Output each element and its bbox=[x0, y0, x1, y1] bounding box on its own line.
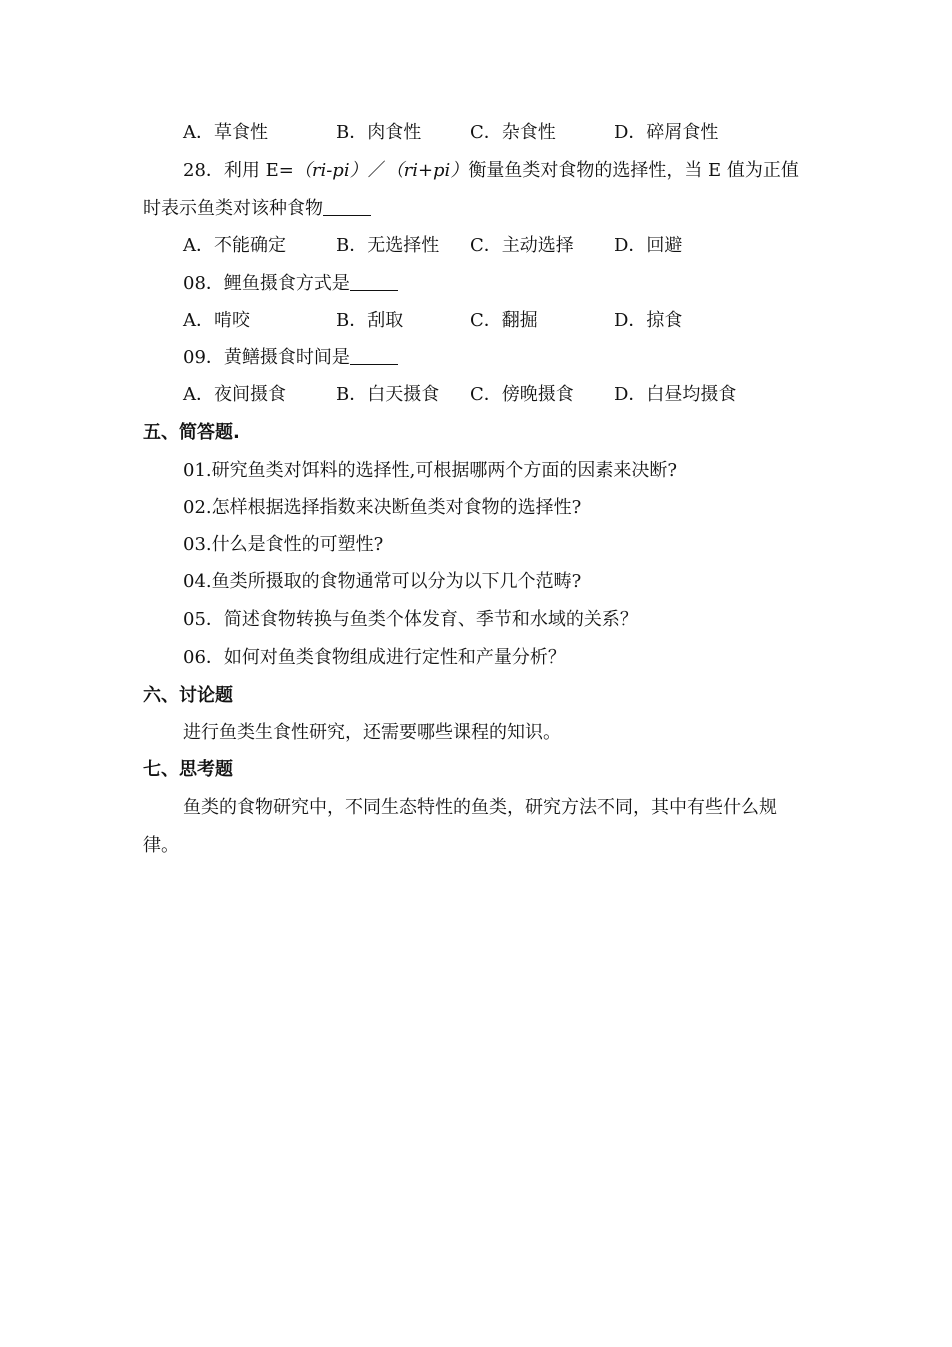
q09-options bbox=[183, 383, 783, 407]
option-a: A．夜间摄食 bbox=[183, 384, 286, 405]
option-b: B．白天摄食 bbox=[336, 384, 440, 405]
formula-part: （ri+pi） bbox=[385, 160, 469, 181]
option-b: B．无选择性 bbox=[336, 235, 440, 256]
option-d: D．白昼均摄食 bbox=[614, 384, 737, 405]
question-text: 08．鲤鱼摄食方式是 bbox=[183, 273, 350, 294]
discussion-text: 进行鱼类生食性研究，还需要哪些课程的知识。 bbox=[183, 722, 561, 743]
section-heading-discussion: 六、讨论题 bbox=[143, 685, 233, 706]
option-c: C．翻掘 bbox=[470, 310, 538, 331]
short-answer-item: 04.鱼类所摄取的食物通常可以分为以下几个范畴? bbox=[183, 571, 582, 592]
section-heading-reflection: 七、思考题 bbox=[143, 759, 233, 780]
q08-options bbox=[183, 309, 783, 333]
option-c: C．主动选择 bbox=[470, 235, 574, 256]
answer-blank bbox=[350, 272, 398, 291]
option-c: C．傍晚摄食 bbox=[470, 384, 574, 405]
q28-options bbox=[183, 234, 783, 258]
option-d: D．碎屑食性 bbox=[614, 122, 719, 143]
short-answer-item: 03.什么是食性的可塑性? bbox=[183, 534, 384, 555]
answer-blank bbox=[323, 197, 371, 216]
short-answer-item: 06．如何对鱼类食物组成进行定性和产量分析？ bbox=[183, 647, 566, 668]
question-09 bbox=[183, 346, 398, 370]
question-number: 28．利用 E= bbox=[183, 160, 294, 181]
reflection-text-continued: 律。 bbox=[143, 835, 179, 856]
question-text: 09．黄鳝摄食时间是 bbox=[183, 347, 350, 368]
short-answer-item: 05．简述食物转换与鱼类个体发育、季节和水域的关系？ bbox=[183, 609, 638, 630]
option-b: B．刮取 bbox=[336, 310, 404, 331]
section-heading-short-answer: 五、简答题. bbox=[143, 422, 240, 443]
q27-options bbox=[183, 121, 783, 145]
short-answer-item: 01.研究鱼类对饵料的选择性,可根据哪两个方面的因素来决断? bbox=[183, 460, 677, 481]
question-28 bbox=[183, 159, 799, 183]
option-b: B．肉食性 bbox=[336, 122, 422, 143]
option-d: D．回避 bbox=[614, 235, 683, 256]
option-d: D．掠食 bbox=[614, 310, 683, 331]
reflection-text: 鱼类的食物研究中，不同生态特性的鱼类，研究方法不同，其中有些什么规 bbox=[183, 797, 777, 818]
answer-blank bbox=[350, 346, 398, 365]
short-answer-item: 02.怎样根据选择指数来决断鱼类对食物的选择性? bbox=[183, 497, 582, 518]
option-c: C．杂食性 bbox=[470, 122, 556, 143]
formula-part: （ri-pi） bbox=[293, 160, 368, 181]
question-text: 时表示鱼类对该种食物 bbox=[143, 198, 323, 219]
question-28-continued bbox=[143, 197, 371, 221]
option-a: A．啃咬 bbox=[183, 310, 250, 331]
question-text: 衡量鱼类对食物的选择性，当 E 值为正值 bbox=[468, 160, 799, 181]
option-a: A．草食性 bbox=[183, 122, 268, 143]
question-08 bbox=[183, 272, 398, 296]
formula-slash: ／ bbox=[367, 160, 386, 181]
option-a: A．不能确定 bbox=[183, 235, 286, 256]
